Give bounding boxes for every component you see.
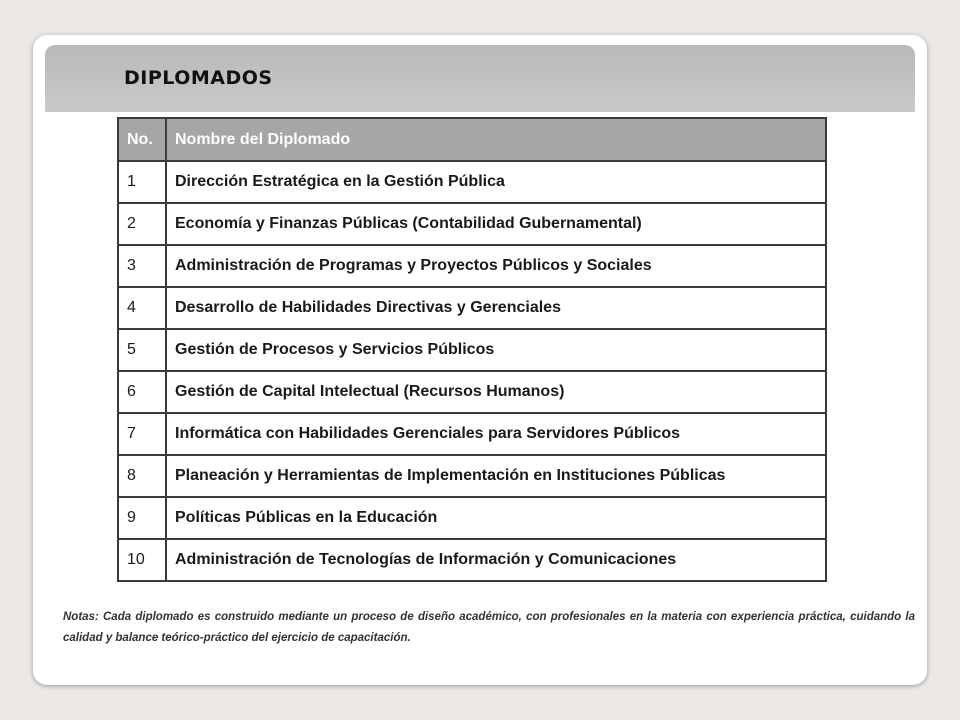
page-title: DIPLOMADOS xyxy=(124,67,273,89)
table-row xyxy=(118,329,826,371)
diplomado-name: Gestión de Procesos y Servicios Públicos xyxy=(166,329,826,371)
slide xyxy=(33,35,927,685)
row-number: 3 xyxy=(118,245,166,287)
row-number: 8 xyxy=(118,455,166,497)
table-row xyxy=(118,161,826,203)
table-row xyxy=(118,203,826,245)
diplomado-name: Administración de Tecnologías de Información y Comunicaciones xyxy=(166,539,826,581)
diplomado-name: Administración de Programas y Proyectos Públicos y Sociales xyxy=(166,245,826,287)
row-number: 6 xyxy=(118,371,166,413)
diplomado-name: Gestión de Capital Intelectual (Recursos Humanos) xyxy=(166,371,826,413)
diplomado-name: Informática con Habilidades Gerenciales para Servidores Públicos xyxy=(166,413,826,455)
table-row xyxy=(118,539,826,581)
diplomados-table xyxy=(117,117,827,582)
table-row xyxy=(118,497,826,539)
notes-text: Notas: Cada diplomado es construido mediante un proceso de diseño académico, con profesionales en la materia con experiencia práctica, cuidando la calidad y balance teórico-práctico del ejercicio de capacitación. xyxy=(63,611,915,644)
table-body xyxy=(118,161,826,581)
diplomado-name: Planeación y Herramientas de Implementación en Instituciones Públicas xyxy=(166,455,826,497)
row-number: 2 xyxy=(118,203,166,245)
diplomado-name: Políticas Públicas en la Educación xyxy=(166,497,826,539)
diplomado-name: Economía y Finanzas Públicas (Contabilidad Gubernamental) xyxy=(166,203,826,245)
row-number: 4 xyxy=(118,287,166,329)
header-no: No. xyxy=(118,118,166,161)
row-number: 7 xyxy=(118,413,166,455)
title-bar xyxy=(45,45,915,112)
row-number: 9 xyxy=(118,497,166,539)
table-row xyxy=(118,455,826,497)
diplomados-table-container xyxy=(117,117,827,582)
table-row xyxy=(118,287,826,329)
row-number: 5 xyxy=(118,329,166,371)
table-row xyxy=(118,413,826,455)
row-number: 1 xyxy=(118,161,166,203)
table-row xyxy=(118,371,826,413)
table-header-row xyxy=(118,118,826,161)
diplomado-name: Dirección Estratégica en la Gestión Pública xyxy=(166,161,826,203)
header-nombre: Nombre del Diplomado xyxy=(166,118,826,161)
row-number: 10 xyxy=(118,539,166,581)
diplomado-name: Desarrollo de Habilidades Directivas y Gerenciales xyxy=(166,287,826,329)
table-row xyxy=(118,245,826,287)
